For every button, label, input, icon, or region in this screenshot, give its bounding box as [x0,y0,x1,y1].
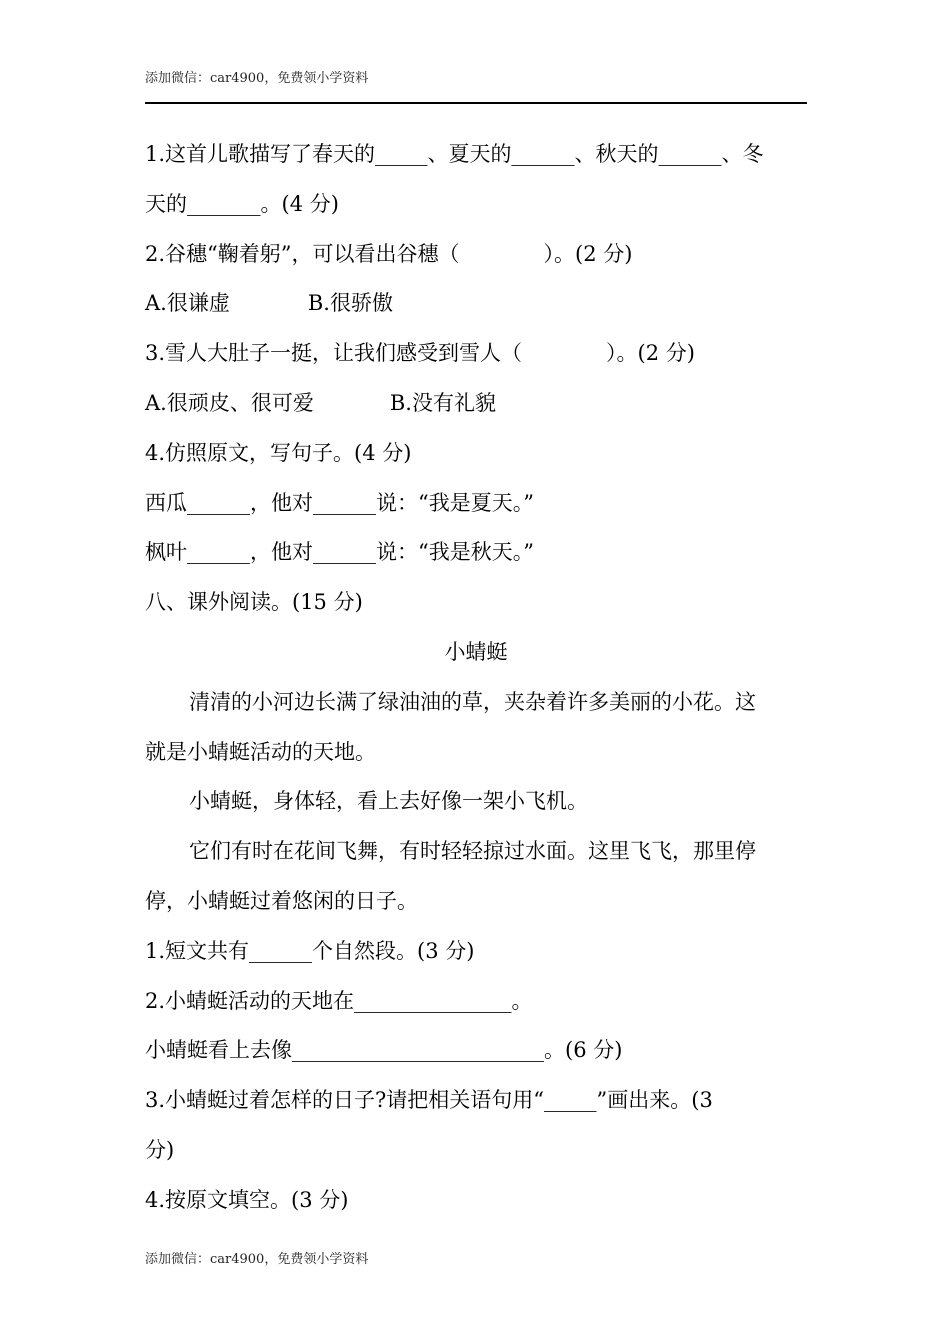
passage-p1-line2: 就是小蜻蜓活动的天地。 [145,739,376,764]
q4-line1: 西瓜______，他对______说：“我是夏天。” [145,490,534,515]
reading-q3-line1: 3.小蜻蜓过着怎样的日子?请把相关语句用“_____”画出来。(3 [145,1088,713,1113]
section8-title: 八、课外阅读。(15 分) [145,590,363,615]
q2-option-a: A.很谦虚 [145,291,230,316]
reading-q3-line2: 分) [145,1137,175,1162]
page-header: 添加微信：car4900，免费领小学资料 [145,71,369,86]
reading-q1: 1.短文共有______个自然段。(3 分) [145,938,475,963]
q1-line2: 天的_______。(4 分) [145,191,339,216]
passage-p2: 小蜻蜓，身体轻，看上去好像一架小飞机。 [189,789,588,814]
q4-stem: 4.仿照原文，写句子。(4 分) [145,440,412,465]
q3-option-a: A.很顽皮、很可爱 [145,390,314,415]
reading-q2-line2: 小蜻蜓看上去像________________________。(6 分) [145,1038,623,1063]
q2-option-b: B.很骄傲 [307,291,393,316]
reading-q2-line1: 2.小蜻蜓活动的天地在_______________。 [145,988,533,1013]
passage-p3-line1: 它们有时在花间飞舞，有时轻轻掠过水面。这里飞飞，那里停 [189,839,756,864]
q3-options [145,379,807,429]
passage-p1-line1: 清清的小河边长满了绿油油的草，夹杂着许多美丽的小花。这 [189,689,756,714]
header-divider [145,102,807,104]
passage-p3-line2: 停，小蜻蜓过着悠闲的日子。 [145,888,418,913]
q4-line2: 枫叶______，他对______说：“我是秋天。” [145,540,534,565]
q3-stem: 3.雪人大肚子一挺，让我们感受到雪人（ ）。(2 分) [145,341,695,366]
q2-options [145,279,807,329]
q1-line1: 1.这首儿歌描写了春天的_____、夏天的______、秋天的______、冬 [145,142,764,166]
page-footer: 添加微信：car4900，免费领小学资料 [145,1252,369,1267]
worksheet-content [145,130,807,1226]
reading-q4: 4.按原文填空。(3 分) [145,1187,349,1212]
q3-option-b: B.没有礼貌 [389,390,496,415]
passage-title: 小蜻蜓 [444,639,508,664]
q2-stem: 2.谷穗“鞠着躬”，可以看出谷穗（ ）。(2 分) [145,241,633,266]
